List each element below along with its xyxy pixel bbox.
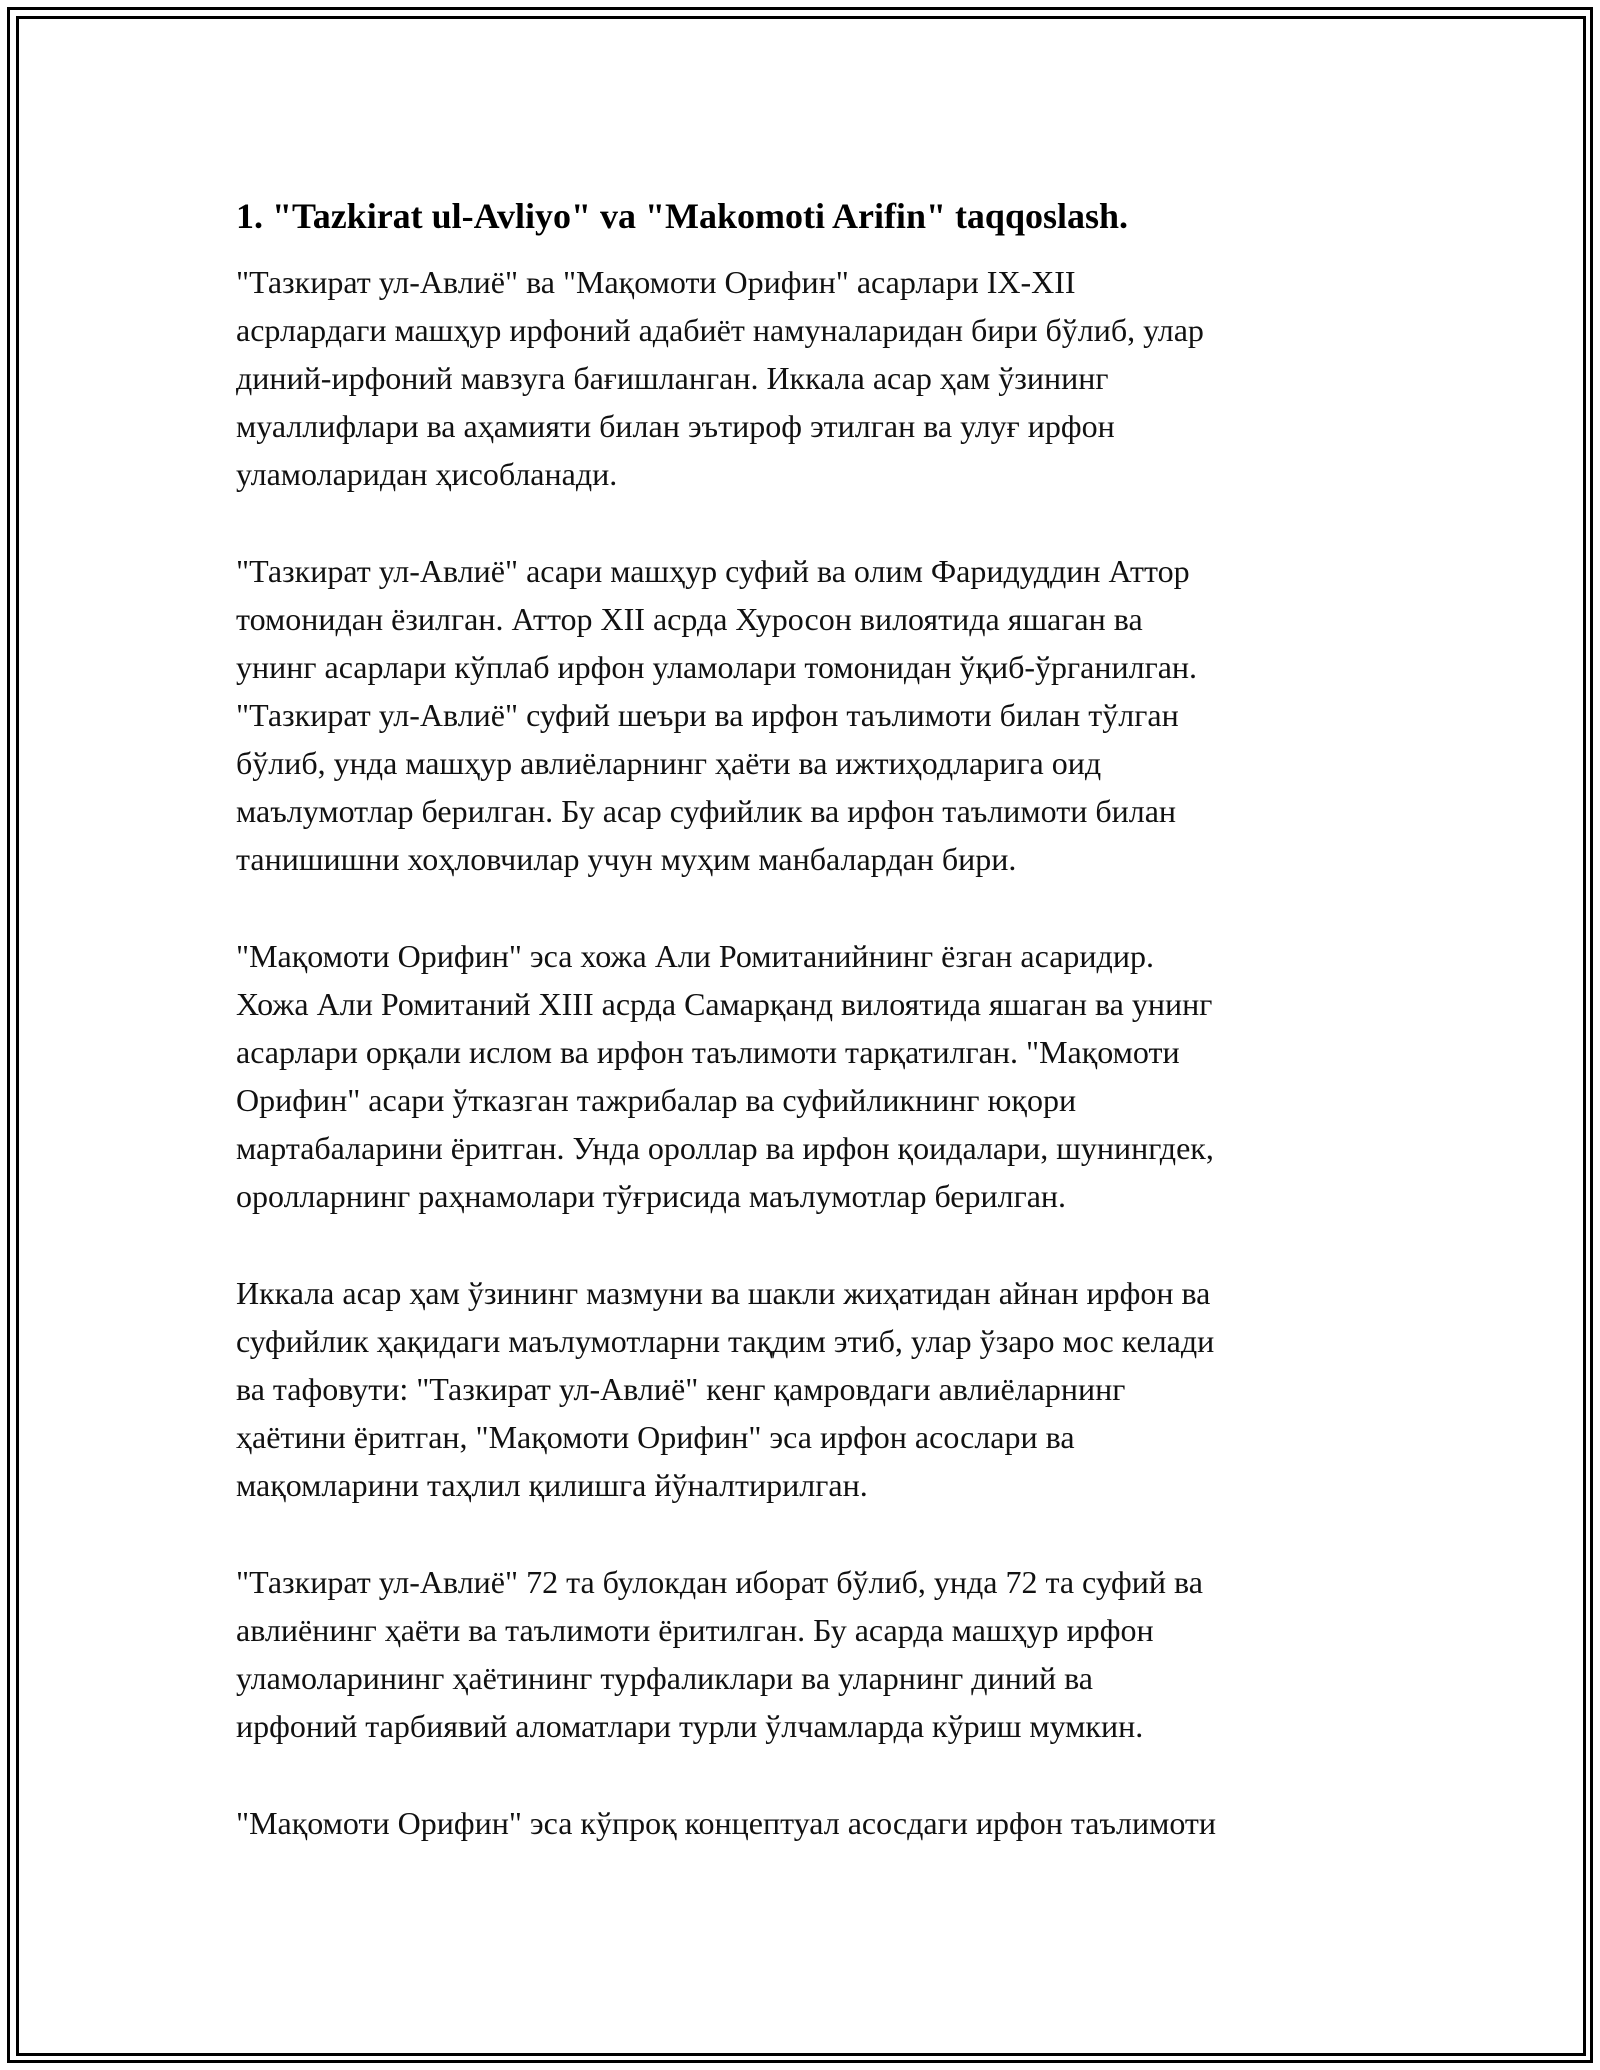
text-line: асрлардаги машҳур ирфоний адабиёт намуналаридан бири бўлиб, улар	[236, 312, 1204, 348]
text-line: унинг асарлари кўплаб ирфон уламолари томонидан ўқиб-ўрганилган.	[236, 649, 1198, 685]
text-line: Хожа Али Ромитаний XIII асрда Самарқанд вилоятида яшаган ва унинг	[236, 986, 1213, 1022]
text-line: "Тазкират ул-Авлиё" 72 та булокдан иборат бўлиб, унда 72 та суфий ва	[236, 1564, 1203, 1600]
text-line: "Тазкират ул-Авлиё" ва "Мақомоти Орифин" асарлари IX-XII	[236, 264, 1076, 300]
text-line: "Мақомоти Орифин" эса кўпроқ концептуал асосдаги ирфон таълимоти	[236, 1805, 1216, 1841]
text-line: авлиёнинг ҳаёти ва таълимоти ёритилган. Бу асарда машҳур ирфон	[236, 1612, 1154, 1648]
text-line: мақомларини таҳлил қилишга йўналтирилган.	[236, 1467, 868, 1503]
text-line: танишишни хоҳловчилар учун муҳим манбалардан бири.	[236, 841, 1017, 877]
text-line: Иккала асар ҳам ўзининг мазмуни ва шакли жиҳатидан айнан ирфон ва	[236, 1275, 1211, 1311]
text-line: мартабаларини ёритган. Унда ороллар ва ирфон қоидалари, шунингдек,	[236, 1130, 1214, 1166]
text-line: асарлари орқали ислом ва ирфон таълимоти тарқатилган. "Мақомоти	[236, 1034, 1180, 1070]
text-line: "Тазкират ул-Авлиё" асари машҳур суфий ва олим Фаридуддин Аттор	[236, 553, 1190, 589]
paragraph-6	[236, 1799, 1372, 1847]
text-line: оролларнинг раҳнамолари тўғрисида маълумотлар берилган.	[236, 1178, 1067, 1214]
text-line: "Мақомоти Орифин" эса хожа Али Ромитанийнинг ёзган асаридир.	[236, 938, 1154, 974]
text-line: маълумотлар берилган. Бу асар суфийлик ва ирфон таълимоти билан	[236, 793, 1177, 829]
text-line: ҳаётини ёритган, "Мақомоти Орифин" эса ирфон асослари ва	[236, 1419, 1075, 1455]
paragraph-1	[236, 258, 1372, 498]
paragraph-3	[236, 932, 1372, 1220]
text-line: томонидан ёзилган. Аттор XII асрда Хуросон вилоятида яшаган ва	[236, 601, 1143, 637]
section-heading: 1. "Tazkirat ul-Avliyo" va "Makomoti Arifin" taqqoslash.	[236, 196, 1129, 236]
text-line: Орифин" асари ўтказган тажрибалар ва суфийликнинг юқори	[236, 1082, 1077, 1118]
paragraph-4	[236, 1269, 1372, 1509]
text-line: ирфоний тарбиявий аломатлари турли ўлчамларда кўриш мумкин.	[236, 1708, 1144, 1744]
text-line: суфийлик ҳақидаги маълумотларни тақдим этиб, улар ўзаро мос келади	[236, 1323, 1215, 1359]
document-body	[236, 180, 1372, 1896]
text-line: уламоларининг ҳаётининг турфаликлари ва уларнинг диний ва	[236, 1660, 1093, 1696]
paragraph-5	[236, 1558, 1372, 1750]
text-line: ва тафовути: "Тазкират ул-Авлиё" кенг қамровдаги авлиёларнинг	[236, 1371, 1126, 1407]
paragraph-2	[236, 547, 1372, 883]
text-line: уламоларидан ҳисобланади.	[236, 456, 618, 492]
text-line: бўлиб, унда машҳур авлиёларнинг ҳаёти ва ижтиҳодларига оид	[236, 745, 1102, 781]
text-line: "Тазкират ул-Авлиё" суфий шеъри ва ирфон таълимоти билан тўлган	[236, 697, 1179, 733]
text-line: муаллифлари ва аҳамияти билан эътироф этилган ва улуғ ирфон	[236, 408, 1115, 444]
text-line: диний-ирфоний мавзуга бағишланган. Иккала асар ҳам ўзининг	[236, 360, 1109, 396]
